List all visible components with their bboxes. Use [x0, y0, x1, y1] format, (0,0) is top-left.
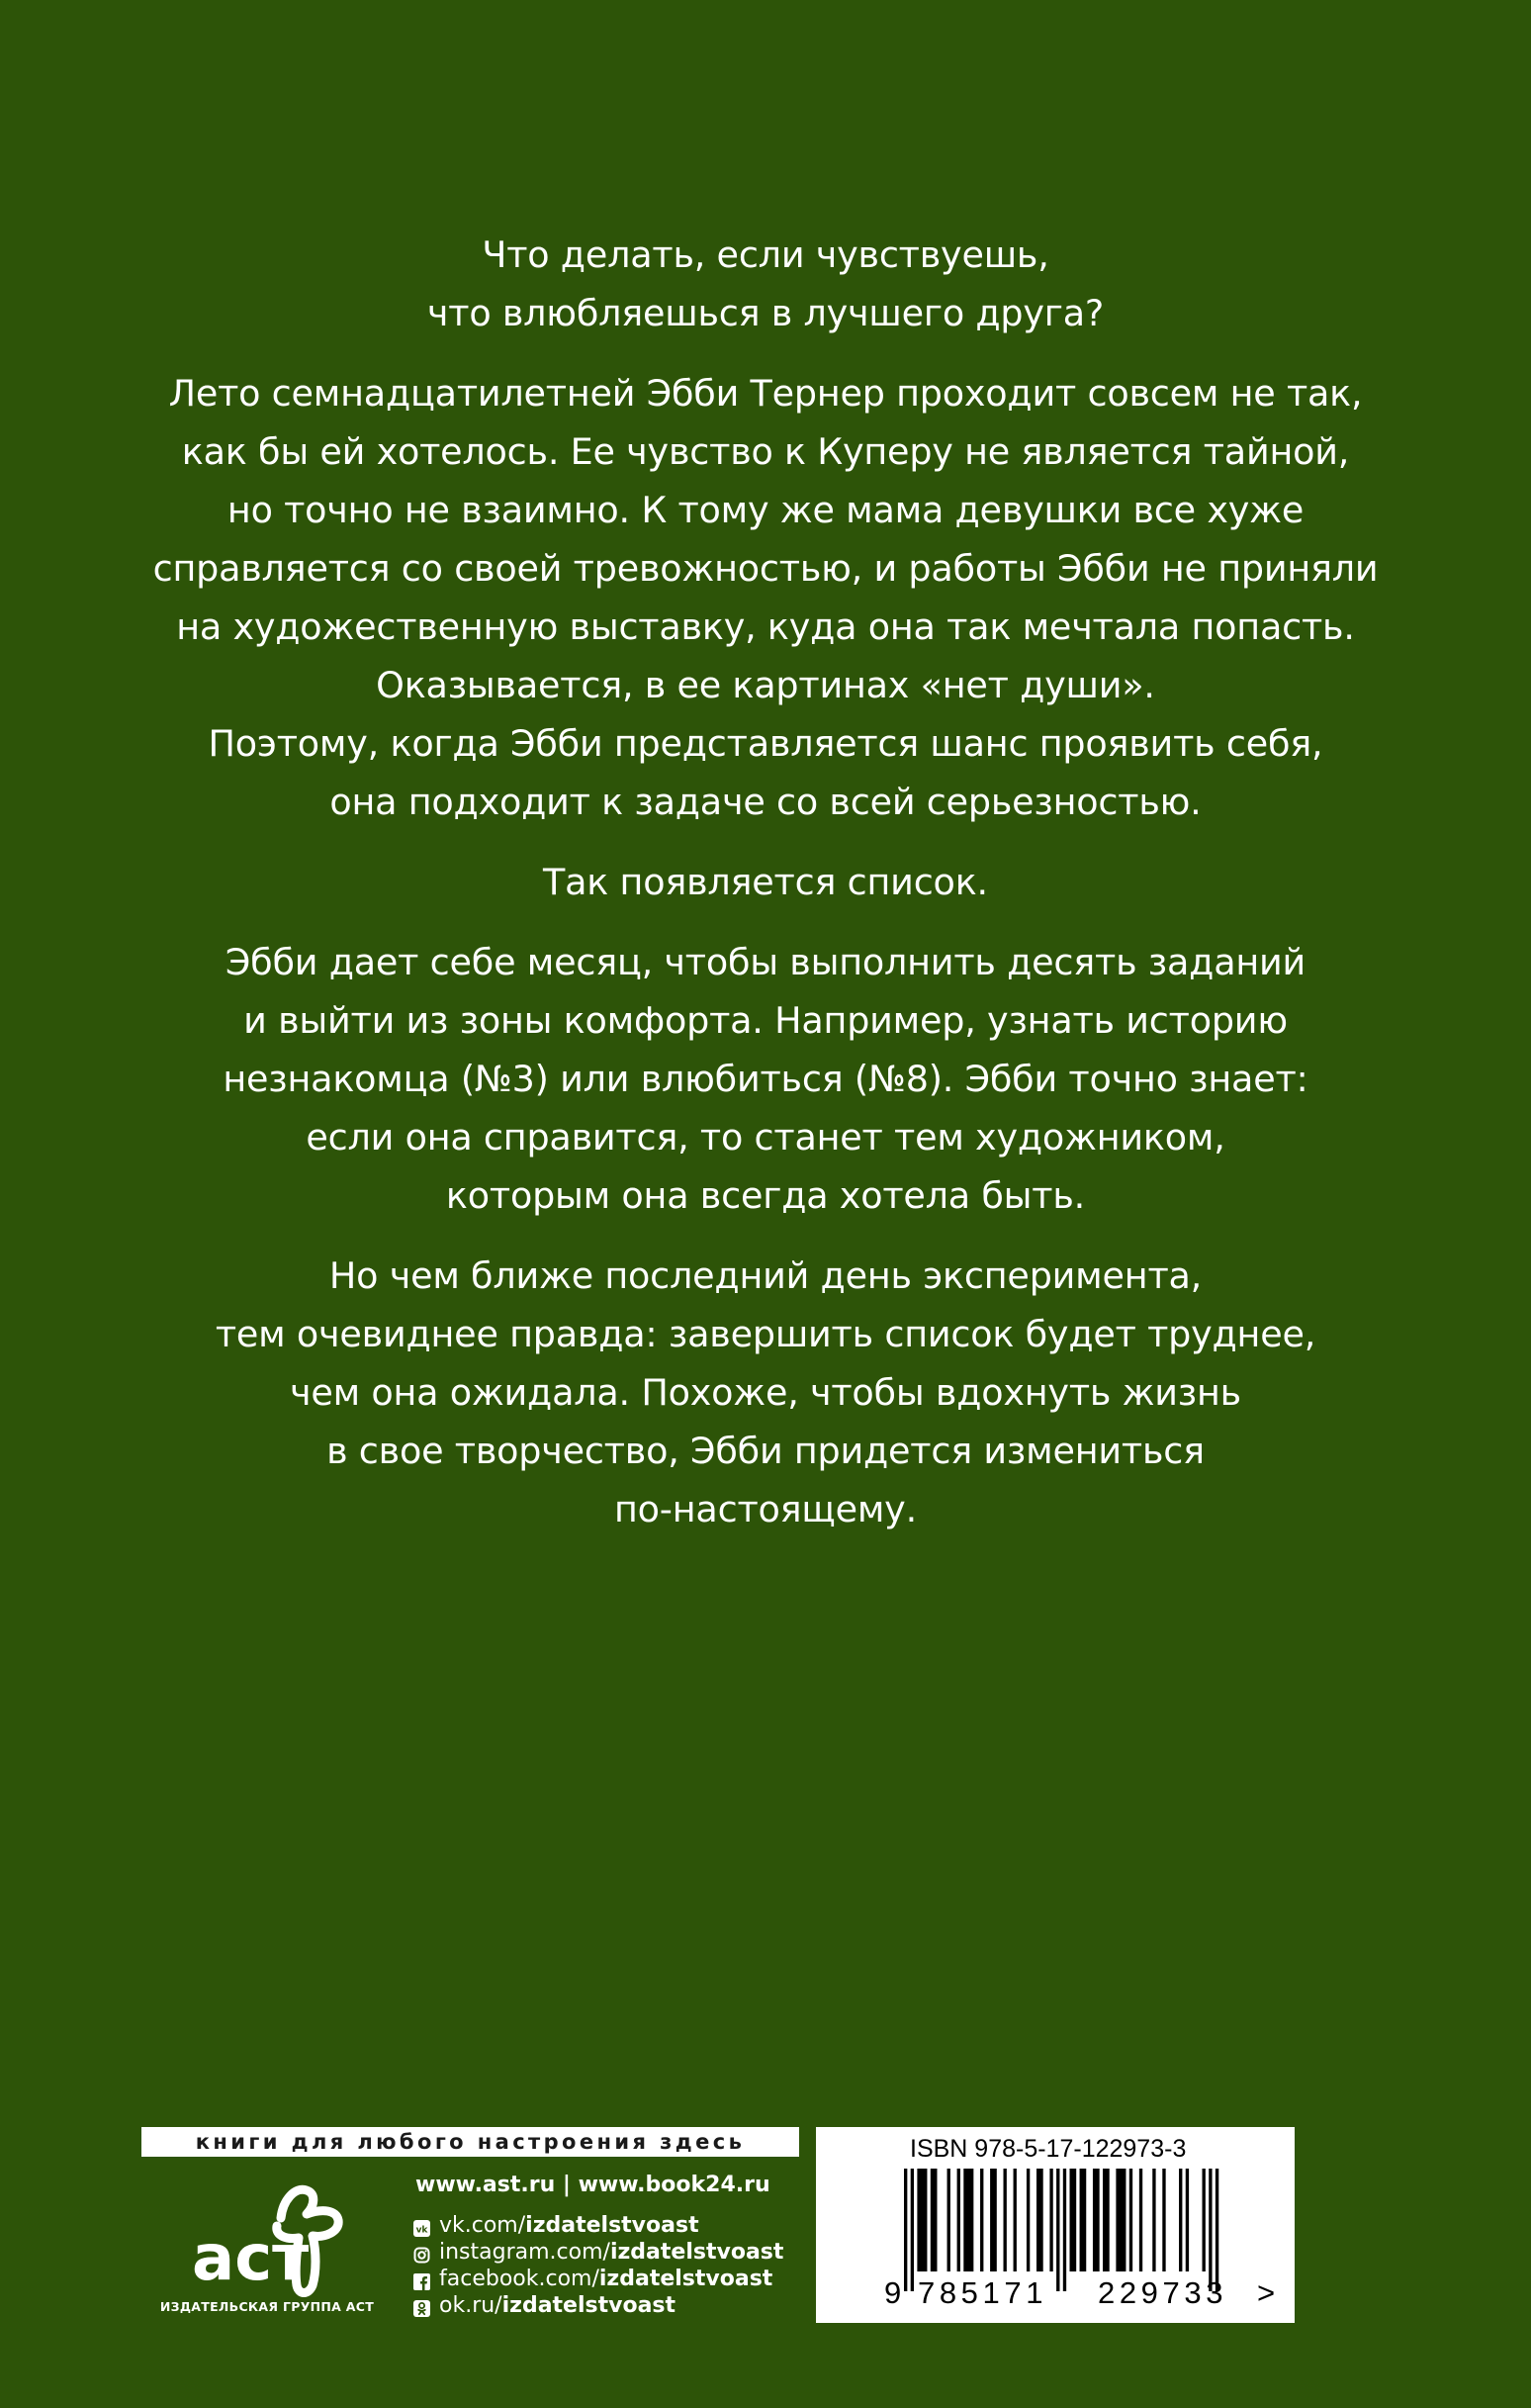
barcode-guard-bar: [1063, 2169, 1066, 2291]
facebook-icon: [413, 2270, 430, 2287]
barcode-bar: [1129, 2169, 1132, 2271]
ean-quiet-zone-mark: >: [1257, 2275, 1276, 2310]
blurb-line: как бы ей хотелось. Ее чувство к Куперу не является тайной,: [181, 430, 1350, 473]
blurb-paragraph: [109, 1247, 1422, 1538]
barcode-bar: [1116, 2169, 1126, 2271]
barcode-bar: [980, 2169, 983, 2271]
blurb-line: на художественную выставку, куда она так мечтала попасть.: [176, 605, 1355, 648]
social-link-domain: ok.ru/: [439, 2293, 502, 2318]
blurb-line: что влюбляешься в лучшего друга?: [426, 292, 1105, 334]
blurb-line: по-настоящему.: [614, 1488, 917, 1530]
blurb-line: но точно не взаимно. К тому же мама девушки все хуже: [226, 489, 1305, 531]
social-link-handle: izdatelstvoast: [609, 2240, 784, 2265]
ean-digits: [816, 2275, 1295, 2311]
isbn-barcode: [816, 2127, 1295, 2323]
barcode-guard-bar: [904, 2169, 907, 2291]
social-link-handle: izdatelstvoast: [525, 2213, 699, 2238]
barcode-bar: [1049, 2169, 1052, 2271]
slogan-banner: книги для любого настроения здесь: [141, 2127, 799, 2157]
barcode-bar: [990, 2169, 997, 2271]
barcode-guard-bar: [1209, 2169, 1212, 2291]
publisher-caption: ИЗДАТЕЛЬСКАЯ ГРУППА АСТ: [159, 2299, 375, 2314]
social-link-domain: instagram.com/: [439, 2240, 610, 2265]
barcode-bar: [1203, 2169, 1206, 2271]
barcode-bar: [1014, 2169, 1017, 2271]
logo-text: аст: [192, 2222, 310, 2295]
social-link-handle: izdatelstvoast: [598, 2267, 773, 2291]
blurb-paragraph: [109, 364, 1422, 831]
barcode-bar: [957, 2169, 960, 2271]
barcode-bar: [1139, 2169, 1142, 2271]
ean-first-digit: 9: [884, 2275, 902, 2310]
isbn-number: ISBN 978-5-17-122973-3: [910, 2135, 1187, 2163]
barcode-bar: [1036, 2169, 1043, 2271]
social-link-handle: izdatelstvoast: [501, 2293, 676, 2318]
blurb-text: [109, 226, 1422, 1560]
blurb-line: Оказывается, в ее картинах «нет души».: [376, 664, 1155, 706]
instagram-icon: [413, 2244, 430, 2261]
blurb-paragraph: [109, 933, 1422, 1225]
barcode-bar: [1152, 2169, 1155, 2271]
website-links[interactable]: www.ast.ru | www.book24.ru: [415, 2173, 770, 2197]
blurb-line: если она справится, то станет тем художником,: [306, 1116, 1225, 1158]
ean-right-group: 229733: [1098, 2275, 1228, 2310]
barcode-bar: [1093, 2169, 1100, 2271]
barcode-bar: [1004, 2169, 1007, 2271]
social-link-facebook[interactable]: [413, 2266, 783, 2292]
barcode-bar: [1070, 2169, 1077, 2271]
barcode-bar: [1027, 2169, 1030, 2271]
vk-icon: [413, 2217, 430, 2234]
social-link-domain: vk.com/: [439, 2213, 526, 2238]
blurb-line: и выйти из зоны комфорта. Например, узнать историю: [243, 999, 1288, 1042]
blurb-line: она подходит к задаче со всей серьезностью.: [329, 781, 1202, 823]
blurb-line: справляется со своей тревожностью, и работы Эбби не приняли: [152, 547, 1379, 590]
blurb-line: Эбби дает себе месяц, чтобы выполнить десять заданий: [225, 941, 1306, 983]
blurb-line: Поэтому, когда Эбби представляется шанс проявить себя,: [208, 722, 1323, 765]
barcode-guard-bar: [911, 2169, 914, 2291]
odnoklassniki-icon: [413, 2297, 430, 2314]
blurb-paragraph: [109, 853, 1422, 911]
blurb-line: тем очевиднее правда: завершить список будет труднее,: [215, 1313, 1316, 1355]
barcode-bar: [1179, 2169, 1182, 2271]
barcode-bar: [1103, 2169, 1110, 2271]
blurb-line: чем она ожидала. Похоже, чтобы вдохнуть жизнь: [289, 1371, 1241, 1414]
social-links: [413, 2212, 783, 2319]
blurb-line: Что делать, если чувствуешь,: [482, 233, 1049, 276]
blurb-paragraph: [109, 226, 1422, 342]
blurb-line: незнакомца (№3) или влюбиться (№8). Эбби точно знает:: [223, 1058, 1308, 1100]
barcode-bar: [931, 2169, 938, 2271]
blurb-line: Но чем ближе последний день эксперимента,: [328, 1254, 1203, 1297]
barcode-bar: [963, 2169, 973, 2271]
social-link-odnoklassniki[interactable]: [413, 2292, 783, 2319]
barcode-guard-bar: [1056, 2169, 1059, 2291]
svg-text:vk: vk: [415, 2225, 428, 2236]
barcode-bar: [1080, 2169, 1087, 2271]
social-link-vk[interactable]: [413, 2212, 783, 2239]
barcode-bar: [1186, 2169, 1189, 2271]
barcode-bar: [947, 2169, 950, 2271]
blurb-line: которым она всегда хотела быть.: [445, 1174, 1086, 1217]
social-link-domain: facebook.com/: [439, 2267, 599, 2291]
ean-left-group: 785171: [918, 2275, 1048, 2310]
barcode-guard-bar: [1216, 2169, 1218, 2291]
barcode-bar: [1162, 2169, 1165, 2271]
barcode-bar: [917, 2169, 927, 2271]
blurb-line: Лето семнадцатилетней Эбби Тернер проходит совсем не так,: [168, 372, 1363, 415]
blurb-line: в свое творчество, Эбби придется измениться: [326, 1430, 1205, 1472]
social-link-instagram[interactable]: [413, 2239, 783, 2266]
blurb-line: Так появляется список.: [543, 861, 988, 903]
